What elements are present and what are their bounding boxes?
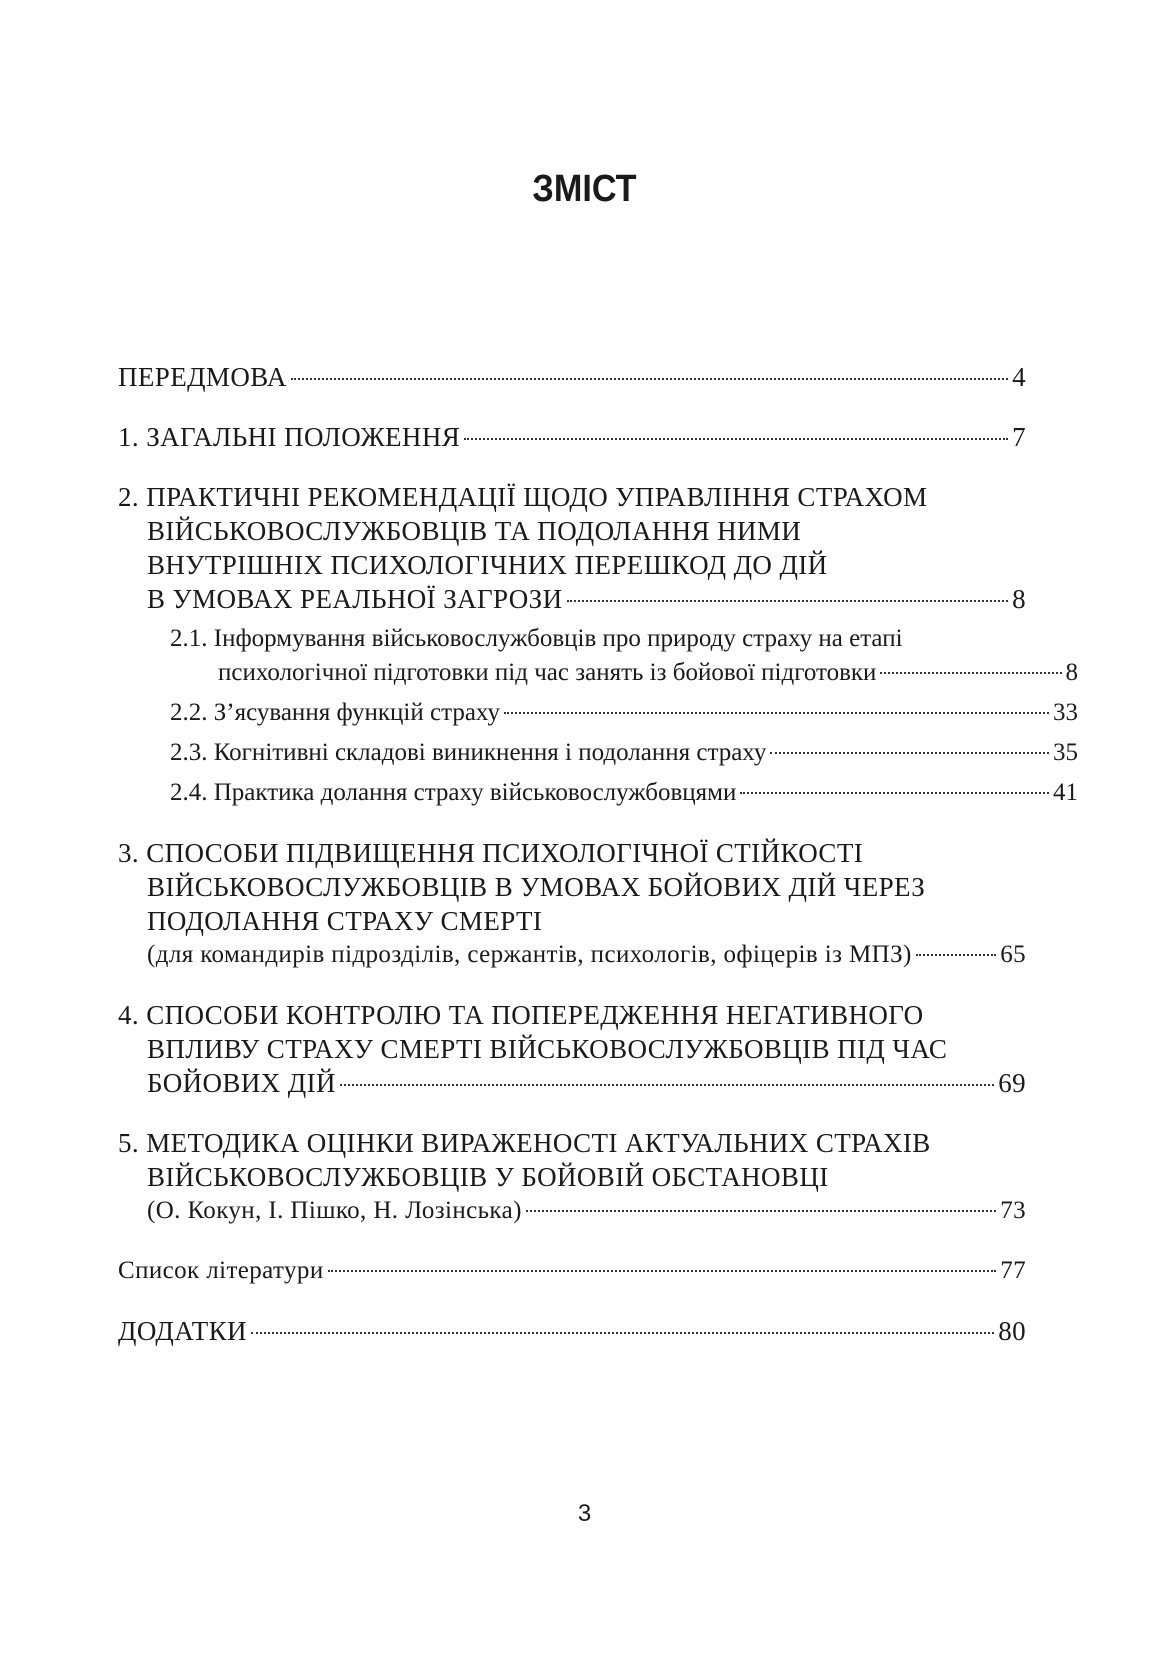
toc-entry-line: 2.1. Інформування військовослужбовців про природу страху на етапі xyxy=(170,625,903,652)
toc-entry-line: ВІЙСЬКОВОСЛУЖБОВЦІВ У БОЙОВІЙ ОБСТАНОВЦІ xyxy=(147,1162,829,1192)
toc-entry-label: 1. ЗАГАЛЬНІ ПОЛОЖЕННЯ xyxy=(118,422,461,452)
toc-entry-line: 2. ПРАКТИЧНІ РЕКОМЕНДАЦІЇ ЩОДО УПРАВЛІННЯ СТРАХОМ xyxy=(118,482,928,512)
toc-page-number: 65 xyxy=(1000,941,1026,968)
dot-leader xyxy=(770,752,1049,754)
toc-page-number: 8 xyxy=(1012,584,1026,614)
toc-entry-line: (для командирів підрозділів, сержантів, психологів, офіцерів із МПЗ) xyxy=(147,941,912,968)
toc-page-number: 77 xyxy=(1000,1257,1026,1284)
toc-page-number: 73 xyxy=(1000,1197,1026,1224)
toc-entry-line: 5. МЕТОДИКА ОЦІНКИ ВИРАЖЕНОСТІ АКТУАЛЬНИХ СТРАХІВ xyxy=(118,1128,931,1158)
toc-entry-line: ВПЛИВУ СТРАХУ СМЕРТІ ВІЙСЬКОВОСЛУЖБОВЦІВ ПІД ЧАС xyxy=(147,1034,948,1064)
toc-page-number: 7 xyxy=(1012,422,1026,452)
toc-entry-label: 2.3. Когнітивні складові виникнення і подолання страху xyxy=(170,739,767,766)
toc-entry-subsection-2-4[interactable] xyxy=(118,776,1078,810)
dot-leader xyxy=(916,954,996,956)
page-title: ЗМІСТ xyxy=(532,168,637,210)
dot-leader xyxy=(328,1270,997,1272)
toc-entry-subsection-2-2[interactable] xyxy=(118,696,1078,730)
toc-page-number: 69 xyxy=(998,1068,1026,1098)
dot-leader xyxy=(740,792,1049,794)
toc-page-number: 33 xyxy=(1053,699,1078,726)
toc-entry-line: ПОДОЛАННЯ СТРАХУ СМЕРТІ xyxy=(147,906,543,936)
toc-entry-section-5[interactable] xyxy=(118,1126,1026,1228)
toc-page-number: 4 xyxy=(1012,362,1026,392)
toc-entry-appendices[interactable] xyxy=(118,1314,1026,1348)
page-number: 3 xyxy=(577,1500,592,1527)
dot-leader xyxy=(464,438,1008,440)
dot-leader xyxy=(567,600,1009,602)
toc-entry-section-1[interactable] xyxy=(118,420,1026,454)
toc-entry-line: В УМОВАХ РЕАЛЬНОЇ ЗАГРОЗИ xyxy=(147,584,563,614)
toc-entry-label: 2.2. З’ясування функцій страху xyxy=(170,699,500,726)
toc-entry-subsection-2-1[interactable] xyxy=(118,622,1078,690)
toc-entry-section-2[interactable] xyxy=(118,480,1026,616)
dot-leader xyxy=(880,672,1061,674)
dot-leader xyxy=(526,1210,996,1212)
toc-entry-line: ВІЙСЬКОВОСЛУЖБОВЦІВ В УМОВАХ БОЙОВИХ ДІЙ ЧЕРЕЗ xyxy=(147,872,926,902)
toc-page-number: 41 xyxy=(1053,779,1078,806)
toc-entry-line: (О. Кокун, І. Пішко, Н. Лозінська) xyxy=(147,1197,522,1224)
toc-entry-label: 2.4. Практика долання страху військовослужбовцями xyxy=(170,779,737,806)
dot-leader xyxy=(291,378,1008,380)
toc-entry-line: 3. СПОСОБИ ПІДВИЩЕННЯ ПСИХОЛОГІЧНОЇ СТІЙКОСТІ xyxy=(118,838,864,868)
toc-entry-label: ПЕРЕДМОВА xyxy=(118,362,287,392)
toc-page-number: 80 xyxy=(998,1316,1026,1346)
toc-entry-line: 4. СПОСОБИ КОНТРОЛЮ ТА ПОПЕРЕДЖЕННЯ НЕГАТИВНОГО xyxy=(118,1000,924,1030)
table-of-contents xyxy=(118,360,1078,1348)
toc-entry-section-4[interactable] xyxy=(118,998,1026,1100)
toc-entry-line: психологічної підготовки під час занять із бойової підготовки xyxy=(218,659,877,686)
toc-entry-preface[interactable] xyxy=(118,360,1026,394)
toc-entry-label: ДОДАТКИ xyxy=(118,1316,247,1346)
toc-entry-section-3[interactable] xyxy=(118,836,1026,972)
dot-leader xyxy=(340,1084,994,1086)
toc-entry-literature[interactable] xyxy=(118,1254,1026,1288)
toc-entry-line: ВІЙСЬКОВОСЛУЖБОВЦІВ ТА ПОДОЛАННЯ НИМИ xyxy=(147,516,802,546)
dot-leader xyxy=(251,1332,994,1334)
toc-entry-subsection-2-3[interactable] xyxy=(118,736,1078,770)
toc-page-number: 35 xyxy=(1053,739,1078,766)
toc-entry-label: Список літератури xyxy=(118,1257,324,1284)
toc-entry-line: ВНУТРІШНІХ ПСИХОЛОГІЧНИХ ПЕРЕШКОД ДО ДІЙ xyxy=(147,550,828,580)
dot-leader xyxy=(504,712,1049,714)
toc-page-number: 8 xyxy=(1065,659,1078,686)
toc-entry-line: БОЙОВИХ ДІЙ xyxy=(147,1068,336,1098)
